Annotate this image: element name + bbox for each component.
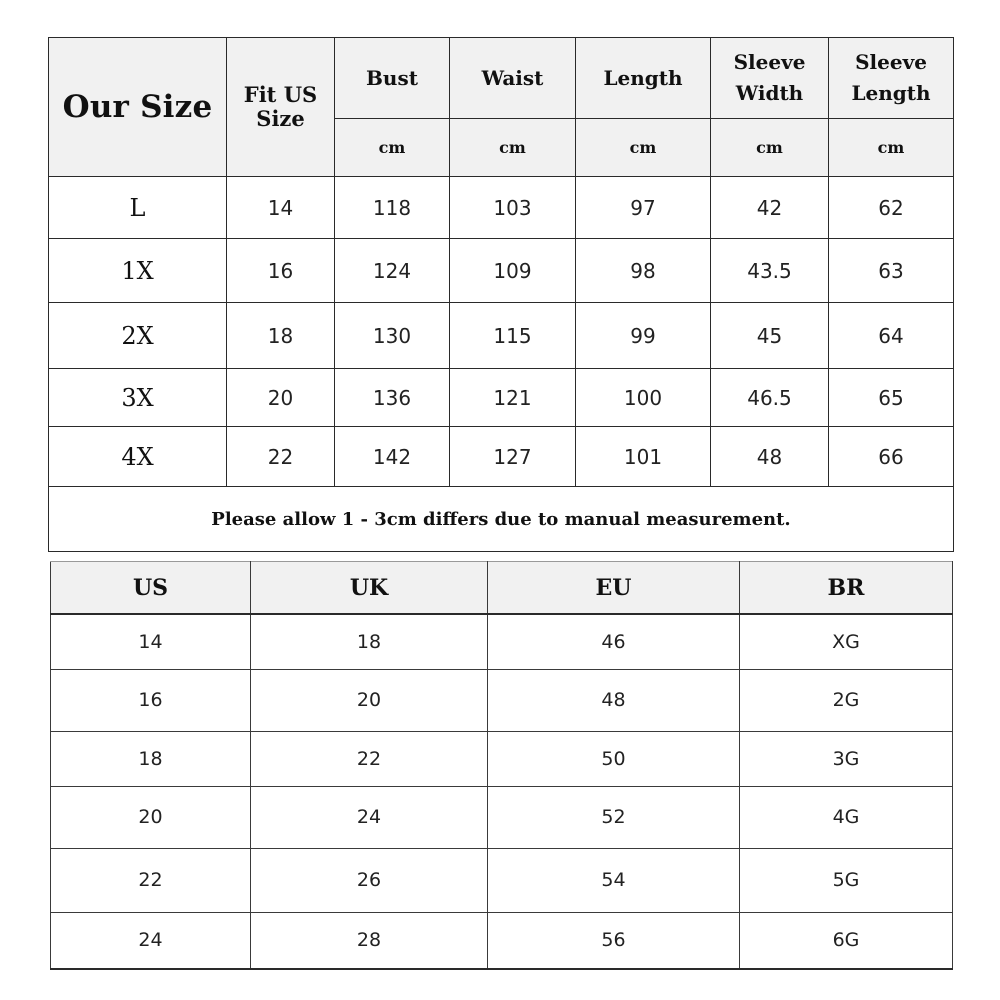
bust-cell: 130 [335, 303, 450, 369]
sleeve-width-cell: 45 [711, 303, 829, 369]
bust-header [335, 38, 450, 119]
us-cell: 16 [51, 669, 251, 731]
size-cell: 2X [49, 303, 227, 369]
length-cell: 97 [576, 177, 711, 239]
uk-cell: 24 [251, 786, 488, 848]
fit-us-size-header [227, 38, 335, 177]
br-cell: 5G [740, 848, 953, 912]
sleeve-length-cell: 66 [829, 427, 954, 487]
uk-header: UK [251, 562, 488, 615]
length-cell: 100 [576, 369, 711, 427]
length-header-label: Length [603, 65, 683, 90]
measurement-note: Please allow 1 - 3cm differs due to manual measurement. [49, 487, 954, 552]
measurement-note-row [49, 487, 954, 552]
br-header: BR [740, 562, 953, 615]
bust-header-label: Bust [366, 65, 418, 90]
sleeve-width-unit: cm [711, 119, 829, 177]
waist-cell: 109 [450, 239, 576, 303]
eu-cell: 52 [488, 786, 740, 848]
us-cell: 20 [51, 786, 251, 848]
sleeve-length-cell: 63 [829, 239, 954, 303]
sleeve-width-cell: 46.5 [711, 369, 829, 427]
sleeve-length-cell: 62 [829, 177, 954, 239]
length-unit: cm [576, 119, 711, 177]
size-cell: 1X [49, 239, 227, 303]
size-row-l [49, 177, 954, 239]
waist-header [450, 38, 576, 119]
eu-cell: 56 [488, 912, 740, 969]
eu-cell: 46 [488, 614, 740, 669]
fit-us-size-header-line-2: Size [256, 106, 305, 131]
waist-header-label: Waist [481, 65, 544, 90]
bust-cell: 136 [335, 369, 450, 427]
size-chart-header-row [49, 38, 954, 119]
conversion-row [51, 669, 953, 731]
our-size-header: Our Size [49, 38, 227, 177]
sleeve-width-cell: 42 [711, 177, 829, 239]
sleeve-length-cell: 65 [829, 369, 954, 427]
length-cell: 101 [576, 427, 711, 487]
conversion-header-row [51, 562, 953, 615]
eu-header: EU [488, 562, 740, 615]
br-cell: XG [740, 614, 953, 669]
sleeve-width-header [711, 38, 829, 119]
eu-cell: 54 [488, 848, 740, 912]
size-cell: L [49, 177, 227, 239]
sleeve-width-header-line-2: Width [735, 81, 804, 105]
size-cell: 3X [49, 369, 227, 427]
size-chart-table [48, 37, 954, 552]
sleeve-length-cell: 64 [829, 303, 954, 369]
bust-cell: 124 [335, 239, 450, 303]
waist-cell: 127 [450, 427, 576, 487]
uk-cell: 28 [251, 912, 488, 969]
size-row-2x [49, 303, 954, 369]
uk-cell: 20 [251, 669, 488, 731]
bust-cell: 118 [335, 177, 450, 239]
us-cell: 22 [51, 848, 251, 912]
bust-unit: cm [335, 119, 450, 177]
fit-us-cell: 22 [227, 427, 335, 487]
sleeve-width-cell: 43.5 [711, 239, 829, 303]
bust-cell: 142 [335, 427, 450, 487]
us-cell: 24 [51, 912, 251, 969]
eu-cell: 50 [488, 731, 740, 786]
fit-us-cell: 16 [227, 239, 335, 303]
size-row-1x [49, 239, 954, 303]
fit-us-cell: 18 [227, 303, 335, 369]
br-cell: 2G [740, 669, 953, 731]
br-cell: 4G [740, 786, 953, 848]
size-cell: 4X [49, 427, 227, 487]
sleeve-length-unit: cm [829, 119, 954, 177]
sleeve-length-header-line-1: Sleeve [855, 50, 927, 74]
length-cell: 99 [576, 303, 711, 369]
sleeve-length-header [829, 38, 954, 119]
us-cell: 14 [51, 614, 251, 669]
uk-cell: 22 [251, 731, 488, 786]
us-cell: 18 [51, 731, 251, 786]
sleeve-width-cell: 48 [711, 427, 829, 487]
waist-unit: cm [450, 119, 576, 177]
waist-cell: 121 [450, 369, 576, 427]
fit-us-cell: 20 [227, 369, 335, 427]
conversion-row [51, 912, 953, 969]
length-cell: 98 [576, 239, 711, 303]
waist-cell: 115 [450, 303, 576, 369]
size-conversion-table [50, 561, 953, 970]
sleeve-length-header-line-2: Length [851, 81, 931, 105]
conversion-row [51, 614, 953, 669]
fit-us-cell: 14 [227, 177, 335, 239]
fit-us-size-header-line-1: Fit US [243, 82, 318, 107]
br-cell: 6G [740, 912, 953, 969]
size-row-4x [49, 427, 954, 487]
uk-cell: 26 [251, 848, 488, 912]
uk-cell: 18 [251, 614, 488, 669]
sleeve-width-header-line-1: Sleeve [733, 50, 806, 74]
waist-cell: 103 [450, 177, 576, 239]
conversion-row [51, 731, 953, 786]
us-header: US [51, 562, 251, 615]
conversion-row [51, 848, 953, 912]
length-header [576, 38, 711, 119]
conversion-row [51, 786, 953, 848]
br-cell: 3G [740, 731, 953, 786]
eu-cell: 48 [488, 669, 740, 731]
size-row-3x [49, 369, 954, 427]
